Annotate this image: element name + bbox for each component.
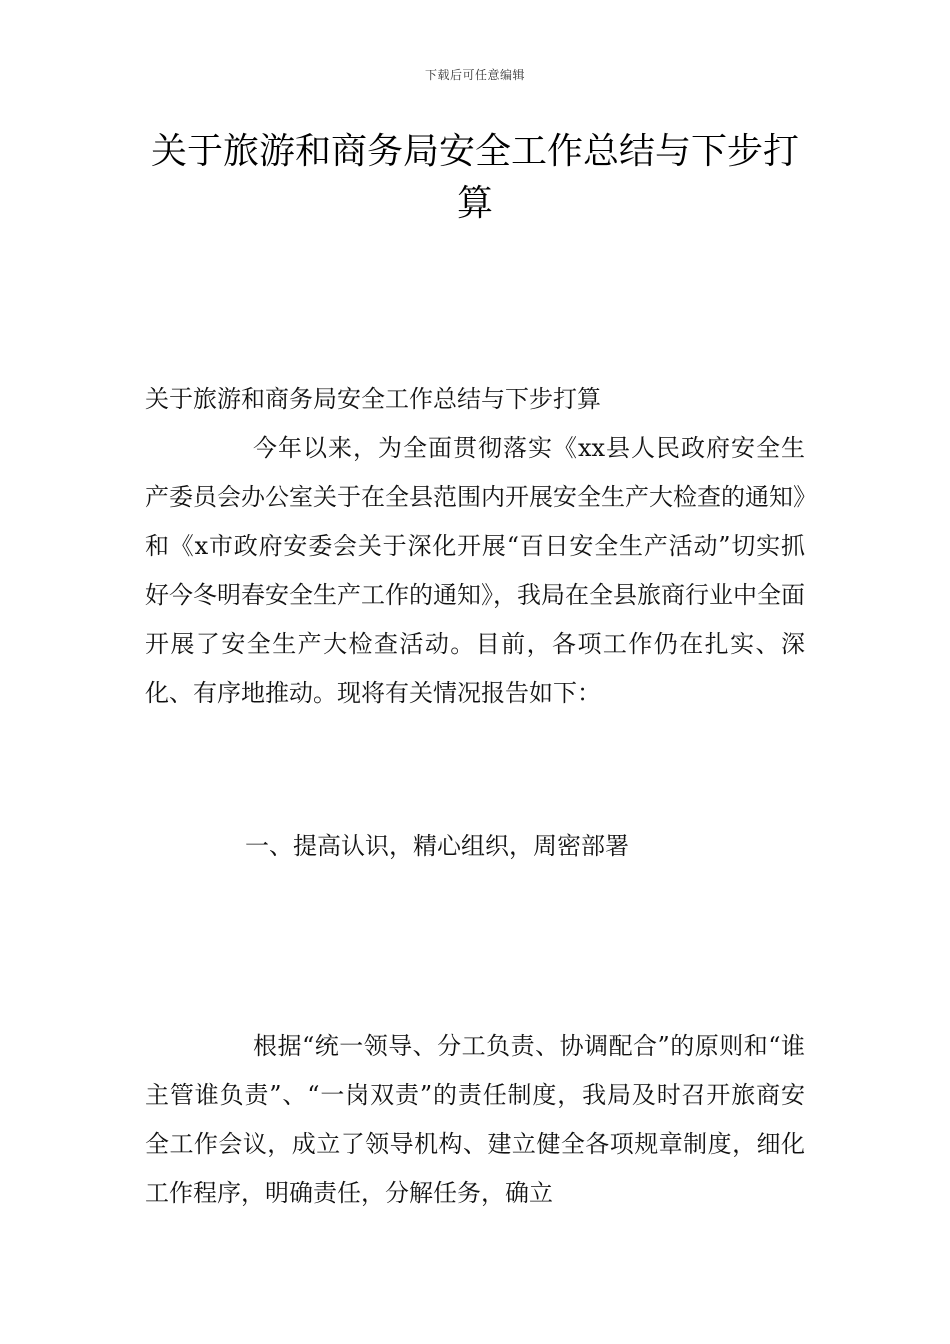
- section-heading-1: 一、提高认识，精心组织，周密部署: [245, 832, 629, 860]
- document-title: 关于旅游和商务局安全工作总结与下步打算: [150, 131, 799, 224]
- paragraph-intro: 今年以来，为全面贯彻落实《xx县人民政府安全生产委员会办公室关于在全县范围内开展安全生产大检查的通知》和《x市政府安委会关于深化开展“百日安全生产活动”切实抓好今冬明春安全生产工作的通知》，我局在全县旅商行业中全面开展了安全生产大检查活动。目前，各项工作仍在扎实、深化、有序地推动。现将有关情况报告如下：: [145, 434, 805, 707]
- paragraph-section-1: 根据“统一领导、分工负责、协调配合”的原则和“谁主管谁负责”、“一岗双责”的责任制度，我局及时召开旅商安全工作会议，成立了领导机构、建立健全各项规章制度，细化工作程序，明确责任，分解任务，确立: [145, 1032, 805, 1207]
- document-subtitle: 关于旅游和商务局安全工作总结与下步打算: [145, 385, 601, 413]
- header-note: 下载后可任意编辑: [424, 68, 525, 82]
